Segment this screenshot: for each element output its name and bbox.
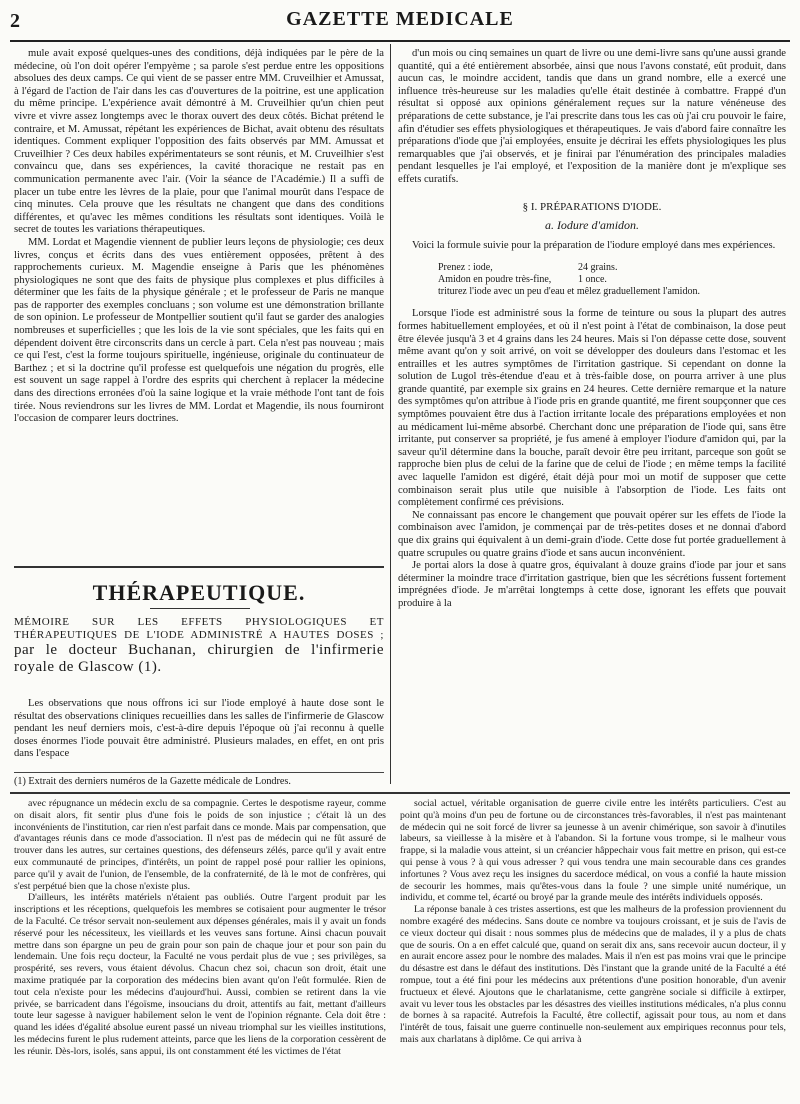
paragraph: Voici la formule suivie pour la préparation de l'iodure employé dans mes expériences. [412, 239, 776, 251]
formula-quantity: 1 once. [578, 274, 607, 286]
formula [438, 262, 786, 298]
memoir-title [14, 616, 384, 676]
paragraph: D'ailleurs, les intérêts matériels n'étaient pas oubliés. Outre l'argent produit par les inscriptions et les réceptions, quelquefois les membres se cotisaient pour augmenter le trésor de la Faculté. Ce trésor servait non-seulement aux dépenses générales, mais il y avait un fonds réservé pour les nécessiteux, les vieillards et les veuves sans fortune. Ainsi chacun pouvait mettre dans son épargne un peu de grain pour son pain de chaque jour et pour son pain du lendemain. Une fois reçu docteur, la Faculté ne vous perdait plus de vue ; ses privilèges, sa prospérité, ses revers, vous étaient dévolus. Chacun chez soi, chacun son droit, était une maxime pratiquée par la corporation des médecins bien avant qu'on l'eût formulée. Rien de tout cela n'existe pour les médecins d'aujourd'hui. Aussi, combien se retirent dans la vie privée, se barricadent dans l'égoïsme, insoucians du droit, attentifs au fait, mettant d'ailleurs toute leur sagesse à naviguer habilement selon le vent de l'opinion régnante. Cela doit être : quand les idées d'égalité absolue eurent passé un niveau triomphal sur les vieilles institutions, les médecins furent le plus rudement atteints, parce que les liens de la corporation cessèrent de les réunir. Dès-lors, isolés, sans appui, ils ont constamment été les victimes de l'état [14, 892, 386, 1057]
paragraph: Les observations que nous offrons ici sur l'iode employé à haute dose sont le résultat des observations cliniques recueillies dans les salles de l'infirmerie de Glascow pendant les neuf derniers mois, c'est-à-dire depuis l'époque où j'ai reconnu à quelle doses énormes l'iode pouvait être administré. Plusieurs malades, en effet, en ont pris dans l'espace [14, 698, 384, 760]
page-header [10, 8, 790, 42]
footnote: (1) Extrait des derniers numéros de la Gazette médicale de Londres. [14, 772, 384, 788]
paragraph: avec répugnance un médecin exclu de sa compagnie. Certes le despotisme rayeur, comme on disait alors, fit sentir plus d'une fois le poids de son injustice ; c'était là un des inconvénients de l'institution, car rien n'est parfait dans ce monde. Mais par compensation, que d'avantages réunis dans ce mode d'association. Il n'est pas de médecin qui ne fût assuré de trouver dans les autres, sur certaines questions, des défenseurs zélés, parce qu'il y avait entre eux communauté de principes, d'intérêts, un point de rappel posé pour rallier les opinions, parce qu'il y avait de l'union, de l'ensemble, de la confraternité, de là le mot de confrères, qui s'est perpétué bien que la chose n'existe plus. [14, 798, 386, 892]
formula-ingredient: Prenez : iode, [438, 262, 493, 274]
top-left-column [14, 48, 384, 554]
memoir-title-line: MÉMOIRE SUR LES EFFETS PHYSIOLOGIQUES ET THÉRAPEUTIQUES DE L'IODE ADMINISTRÉ A HAUTES DOSES ; [14, 616, 384, 641]
paragraph: Lorsque l'iode est administré sous la forme de teinture ou sous la plupart des autres formes habituellement employées, et où il n'est point à l'état de combinaison, la dose peut être élevée jusqu'à 3 et 4 grains dans les 24 heures. Mais si l'on dépasse cette dose, souvent même avant qu'on y soit arrivé, on voit se développer des douleurs dans l'estomac et les entrailles et les autres symptômes de l'irritation gastrique. Si cependant on donne la solution de Lugol très-étendue d'eau et à très-faible dose, on pourra arriver à une plus grande quantité, par exemple six grains en 24 heures. Cette dernière remarque et la nature des symptômes qu'on attribue à l'iode pris en grande quantité, me firent soupçonner que ces symptômes pouvaient être dus à l'action irritante locale des préparations employées et non au médicament lui-même absorbé. Cherchant donc une préparation de l'iode qui, sans être irritante, put conserver sa propriété, je fus amené à employer l'iodure d'amidon qui, par la saveur qu'il détermine dans la bouche, paraît devoir être peu irritant, parceque son goût se rapproche bien plus de celui de la farine que de celui de l'iode ; en même temps la facilité avec laquelle l'amidon est digéré, était déjà pour moi un motif de supposer que cette combinaison serait plus utile que nuisible à l'absorption de l'iode. Les faits ont complètement confirmé ces prévisions. [398, 308, 786, 509]
memoir-author: par le docteur Buchanan, chirurgien de l'infirmerie royale de Glascow (1). [14, 642, 384, 675]
formula-ingredient: Amidon en poudre très-fine, [438, 274, 552, 286]
feuilleton-divider [10, 792, 790, 794]
journal-title: GAZETTE MEDICALE [286, 8, 514, 30]
paragraph: d'un mois ou cinq semaines un quart de livre ou une demi-livre sans qu'une aussi grande quantité, qui a été entièrement absorbée, ainsi que nous l'avons constaté, eût produit, dans aucun cas, le moindre accident, tandis que dans un grand nombre, elle a exercé une influence très-heureuse sur les maladies qu'elle était destinée à combattre. Frappé d'un résultat si opposé aux opinions généralement reçues sur la nature vénéneuse des préparations de cette substance, je l'ai prescrite dans tous les cas où j'ai cru pouvoir le faire, afin d'étudier ses effets physiologiques et thérapeutiques. Je vais d'abord faire connaître les préparations d'iode que j'ai employées, ensuite je décrirai les effets physiologiques les plus remarquables que j'ai observés, et je finirai par l'énumération des principales maladies pendant lesquelles je l'ai employé, et l'exposition de la manière dont je m'explique ses effets curatifs. [398, 48, 786, 185]
page-number: 2 [10, 10, 20, 32]
bottom-right-column [400, 798, 786, 1098]
title-underline [150, 608, 250, 609]
formula-instruction: triturez l'iode avec un peu d'eau et mêlez graduellement l'amidon. [438, 286, 700, 298]
column-divider [390, 44, 391, 784]
therapeutique-column [14, 698, 384, 768]
section-divider [14, 566, 384, 568]
paragraph: Ne connaissant pas encore le changement que pouvait opérer sur les effets de l'iode la combinaison avec l'amidon, je commençai par de très-petites doses et ne donnai d'abord que dix grains qui équivalent à un demi-grain d'iode. Cette dose fut portée graduellement à quatre scrupules ou quatre grains d'iode et sans aucun inconvénient. [398, 509, 786, 559]
subsection-heading: a. Iodure d'amidon. [544, 218, 640, 233]
bottom-left-column [14, 798, 386, 1098]
paragraph: social actuel, véritable organisation de guerre civile entre les intérêts particuliers. C'est au point qu'à moins d'un peu de fortune ou de circonstances très-favorables, il n'est pas maintenant de médecin qui ne soit forcé de livrer sa jeunesse à un avenir chimérique, son savoir à d'inutiles labeurs, sa vieillesse à la misère et à l'abandon. Si la fortune vous trompe, si le malheur vous frappe, si la maladie vous atteint, si un créancier hâppechair vous fait mettre en prison, qui est-ce qui pense à vous ? à qui vous adresser ? qui vous tendra une main secourable dans ces grandes infortunes ? Vous avez reçu les insignes du sacerdoce médical, on vous a confié la haute mission de secourir les hommes, mais qu'êtes-vous dans la foule ? une simple unité numérique, un individu, et comme tel, écarté ou broyé par la grande meule des intérêts individuels opposés. [400, 798, 786, 904]
paragraph: MM. Lordat et Magendie viennent de publier leurs leçons de physiologie; ces deux livres, conçus et écrits dans des vues entièrement opposées, prêtent à des rapprochements curieux. M. Magendie enseigne à Paris que les phénomènes physiologiques ne sont que des faits de physique plus complexes et plus difficiles à déterminer que les faits de la physique générale ; et le professeur de Paris ne manque pas de rapporter des exemples concluans ; son volume est une démonstration brillante de son opinion. Le professeur de Montpellier soutient qu'il faut se garder des analogies nombreuses et superficielles ; que les lois de la vie sont spéciales, que les faits qui en dépendent doivent être circonscrits dans un cercle à part. Cela n'est pas nouveau ; mais ce qui l'est, c'est la forme toujours spirituelle, ingénieuse, originale du continuateur de Barthez ; et si la doctrine qu'il professe est quelquefois une négation du progrès, elle est souvent un sage rappel à l'ordre des esprits qui cherchent à replacer la médecine dans des directions erronées d'où la saine logique et la vraie méthode l'ont tant de fois tirée. Nous reviendrons sur les livres de MM. Lordat et Magendie, ils nous fourniront l'occasion de comparer leurs doctrines. [14, 236, 384, 425]
paragraph: Je portai alors la dose à quatre gros, équivalant à douze grains d'iode par jour et sans déterminer la moindre trace d'irritation gastrique, bien que les sécrétions fussent fortement imprégnées d'iode. Je m'arrêtai longtemps à cette dose, ignorant les effets que pouvait produire à la [398, 560, 786, 609]
paragraph: mule avait exposé quelques-unes des conditions, déjà indiquées par le père de la médecine, où l'on doit opérer l'empyème ; sa parole s'est perdue entre les oppositions absolues des deux camps. Ce qui vient de se passer entre MM. Cruveilhier et Amussat, à l'égard de l'action de l'air dans les cas d'ouvertures de la poitrine, est une application du même principe. L'expérience avait démontré à M. Cruveilhier qu'un chien peut vivre et vivre assez longtemps avec le thorax ouvert des deux côtés. Bichat prétend le contraire, et M. Amussat, répétant les expériences de Bichat, avait obtenu des résultats identiques. Comment expliquer l'opposition des faits observés par MM. Amussat et Cruveilhier ? Ces deux habiles expérimentateurs se sont réunis, et M. Cruveilhier s'est convaincu que, dans ses expériences, la cavité thoracique ne restait pas en communication permanente avec l'air. (Voir la séance de l'Académie.) Il a suffi de placer un tube entre les lèvres de la plaie, pour que l'animal mourût dans l'espace de cinq minutes. Cela prouve que les résultats ne changent que dans des conditions différentes, et qu'avec les mêmes conditions les résultats sont identiques. Voilà le secret de toutes les variations thérapeutiques. [14, 48, 384, 236]
section-heading: § I. PRÉPARATIONS D'IODE. [522, 200, 662, 213]
paragraph: La réponse banale à ces tristes assertions, est que les malheurs de la profession proviennent du nombre exagéré des médecins. Sans doute ce nombre va toujours croissant, et je suis de l'avis de ce vieux docteur qui disait : nous sommes plus de médecins que de malades, il y a plus de chats que de souris. On a en effet calculé que, quand on serait dix ans, sans recevoir aucun docteur, il y en aurait encore assez pour le nombre des malades. Mais il n'en est pas moins vrai que le principe du désastre est dans le défaut des institutions. Dès l'instant que la grande unité de la Faculté a été rompue, tout a été fini pour les médecins aux prétentions d'une position honorable, d'un avenir fructueux et élevé. Ajoutons que le charlatanisme, cette gangrène sociale si difficile à extirper, avait vu lever tous les obstacles par les désastres des vieilles institutions médicales, n'a plus connu de bornes à sa rapacité. Autrefois la Faculté, être collectif, agissait pour tous, au nom et dans l'intérêt de tous, faisait une guerre continuelle non-seulement aux empiriques reconnus pour tels, mais aux charlatans à diplôme. Ce qui arriva à [400, 904, 786, 1045]
section-title: THÉRAPEUTIQUE. [92, 580, 306, 605]
formula-quantity: 24 grains. [578, 262, 618, 274]
